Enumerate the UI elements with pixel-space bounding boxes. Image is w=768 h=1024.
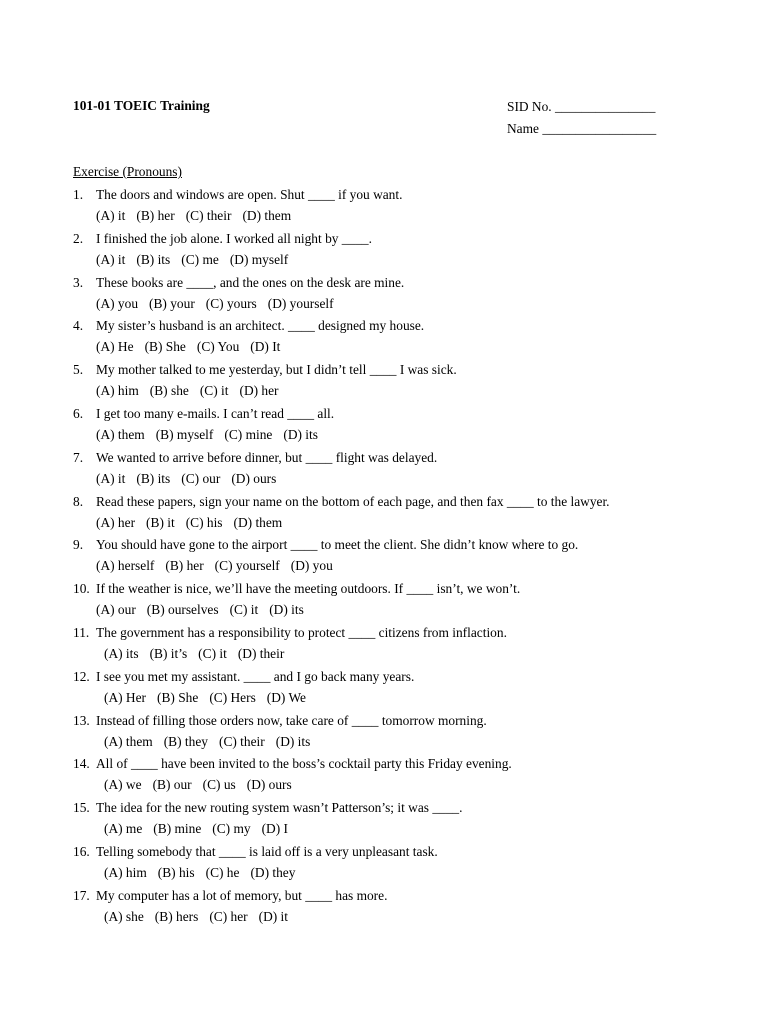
- option-a: (A) Her: [104, 689, 147, 705]
- option-d: (D) its: [275, 733, 311, 749]
- option-b: (B) its: [136, 251, 171, 267]
- option-d: (D) you: [290, 558, 333, 574]
- question-number: 10.: [73, 581, 90, 597]
- question-number: 11.: [73, 624, 90, 640]
- question-number: 3.: [73, 274, 84, 290]
- option-c: (C) he: [205, 864, 240, 880]
- option-a: (A) me: [104, 821, 143, 837]
- question-number: 12.: [73, 668, 90, 684]
- option-c: (C) it: [199, 383, 229, 399]
- option-c: (C) their: [218, 733, 265, 749]
- question-number: 16.: [73, 843, 90, 859]
- answer-options: [96, 426, 329, 443]
- option-b: (B) our: [152, 777, 192, 793]
- option-d: (D) myself: [229, 251, 289, 267]
- answer-options: [96, 470, 287, 487]
- option-d: (D) them: [233, 514, 283, 530]
- option-c: (C) us: [202, 777, 236, 793]
- question-item: [73, 361, 753, 405]
- question-stem: I see you met my assistant. ____ and I go back many years.: [96, 668, 415, 684]
- question-number: 6.: [73, 405, 84, 421]
- option-d: (D) them: [242, 208, 292, 223]
- answer-options: [96, 207, 302, 224]
- option-c: (C) their: [185, 208, 232, 223]
- answer-options: [96, 295, 345, 312]
- question-stem: You should have gone to the airport ____ to meet the client. She didn’t know where to go.: [96, 537, 579, 553]
- option-b: (B) ourselves: [146, 602, 219, 618]
- question-number: 17.: [73, 887, 90, 903]
- option-a: (A) we: [104, 777, 142, 793]
- option-b: (B) mine: [153, 821, 202, 837]
- option-b: (B) She: [144, 339, 186, 355]
- option-a: (A) him: [96, 383, 139, 399]
- question-stem: These books are ____, and the ones on the desk are mine.: [96, 274, 405, 290]
- option-b: (B) it’s: [149, 645, 188, 661]
- option-d: (D) We: [266, 689, 307, 705]
- answer-options: [104, 820, 299, 837]
- question-stem: The idea for the new routing system wasn’t Patterson’s; it was ____.: [96, 800, 463, 816]
- question-stem: My computer has a lot of memory, but ____ has more.: [96, 887, 388, 903]
- question-stem: Instead of filling those orders now, take care of ____ tomorrow morning.: [96, 712, 487, 728]
- question-item: [73, 186, 753, 230]
- option-d: (D) It: [250, 339, 281, 355]
- question-number: 4.: [73, 318, 84, 334]
- question-stem: My sister’s husband is an architect. ____ designed my house.: [96, 318, 425, 334]
- option-c: (C) her: [209, 908, 248, 924]
- answer-options: [104, 733, 321, 750]
- option-a: (A) He: [96, 339, 134, 355]
- option-a: (A) herself: [96, 558, 155, 574]
- option-a: (A) it: [96, 251, 126, 267]
- answer-options: [104, 645, 295, 662]
- option-c: (C) it: [229, 602, 259, 618]
- option-a: (A) she: [104, 908, 144, 924]
- option-b: (B) hers: [154, 908, 199, 924]
- option-c: (C) it: [198, 645, 227, 661]
- question-list: [73, 186, 753, 931]
- option-d: (D) yourself: [267, 295, 334, 311]
- option-d: (D) they: [250, 864, 296, 880]
- option-b: (B) her: [136, 208, 175, 223]
- question-item: [73, 580, 753, 624]
- option-c: (C) Hers: [209, 689, 256, 705]
- option-d: (D) I: [261, 821, 288, 837]
- option-c: (C) yours: [205, 295, 257, 311]
- option-c: (C) You: [196, 339, 240, 355]
- option-a: (A) them: [96, 426, 145, 442]
- question-item: [73, 843, 753, 887]
- question-number: 15.: [73, 800, 90, 816]
- option-a: (A) them: [104, 733, 153, 749]
- option-c: (C) my: [212, 821, 251, 837]
- option-c: (C) our: [181, 470, 221, 486]
- question-number: 5.: [73, 362, 84, 378]
- answer-options: [96, 514, 293, 531]
- question-item: [73, 799, 753, 843]
- question-stem: I get too many e-mails. I can’t read ____ all.: [96, 405, 335, 421]
- question-number: 1.: [73, 187, 84, 202]
- option-b: (B) your: [149, 295, 195, 311]
- option-a: (A) it: [96, 470, 126, 486]
- question-number: 7.: [73, 449, 84, 465]
- question-item: [73, 405, 753, 449]
- question-stem: All of ____ have been invited to the boss’s cocktail party this Friday evening.: [96, 756, 512, 772]
- question-item: [73, 230, 753, 274]
- option-c: (C) me: [181, 251, 219, 267]
- option-a: (A) you: [96, 295, 139, 311]
- option-d: (D) her: [239, 383, 279, 399]
- answer-options: [104, 776, 303, 793]
- answer-options: [96, 557, 344, 574]
- question-stem: We wanted to arrive before dinner, but ____ flight was delayed.: [96, 449, 438, 465]
- option-d: (D) ours: [231, 470, 277, 486]
- question-item: [73, 274, 753, 318]
- question-stem: My mother talked to me yesterday, but I didn’t tell ____ I was sick.: [96, 362, 457, 378]
- question-item: [73, 536, 753, 580]
- option-b: (B) myself: [155, 426, 214, 442]
- question-number: 14.: [73, 756, 90, 772]
- question-item: [73, 624, 753, 668]
- question-item: [73, 712, 753, 756]
- option-b: (B) She: [157, 689, 199, 705]
- answer-options: [96, 338, 291, 355]
- question-number: 2.: [73, 230, 84, 246]
- option-d: (D) it: [258, 908, 288, 924]
- option-d: (D) ours: [246, 777, 292, 793]
- option-a: (A) it: [96, 208, 126, 223]
- question-stem: Read these papers, sign your name on the bottom of each page, and then fax ____ to the lawyer.: [96, 493, 610, 509]
- option-b: (B) they: [163, 733, 208, 749]
- answer-options: [104, 864, 306, 881]
- option-b: (B) her: [165, 558, 204, 574]
- sid-field-label: SID No. _______________: [507, 99, 656, 114]
- option-c: (C) mine: [224, 426, 273, 442]
- option-d: (D) its: [283, 426, 318, 442]
- section-title: Exercise (Pronouns): [73, 164, 182, 179]
- question-item: [73, 887, 753, 931]
- option-d: (D) their: [237, 645, 285, 661]
- option-a: (A) our: [96, 602, 136, 618]
- question-stem: Telling somebody that ____ is laid off is a very unpleasant task.: [96, 843, 438, 859]
- question-item: [73, 493, 753, 537]
- question-stem: The doors and windows are open. Shut ____ if you want.: [96, 187, 403, 202]
- question-number: 8.: [73, 493, 84, 509]
- option-d: (D) its: [269, 602, 304, 618]
- question-stem: If the weather is nice, we’ll have the meeting outdoors. If ____ isn’t, we won’t.: [96, 581, 521, 597]
- question-stem: The government has a responsibility to protect ____ citizens from inflaction.: [96, 624, 507, 640]
- question-number: 13.: [73, 712, 90, 728]
- option-c: (C) yourself: [214, 558, 280, 574]
- name-field-label: Name _________________: [507, 121, 657, 136]
- option-b: (B) she: [149, 383, 189, 399]
- option-b: (B) it: [146, 514, 175, 530]
- answer-options: [96, 251, 299, 268]
- option-a: (A) her: [96, 514, 136, 530]
- option-b: (B) his: [157, 864, 195, 880]
- answer-options: [96, 601, 315, 618]
- option-c: (C) his: [185, 514, 223, 530]
- answer-options: [104, 689, 317, 706]
- question-number: 9.: [73, 537, 84, 553]
- answer-options: [104, 908, 299, 925]
- question-item: [73, 755, 753, 799]
- question-item: [73, 317, 753, 361]
- option-b: (B) its: [136, 470, 171, 486]
- question-item: [73, 449, 753, 493]
- question-stem: I finished the job alone. I worked all night by ____.: [96, 230, 372, 246]
- question-item: [73, 668, 753, 712]
- answer-options: [96, 382, 290, 399]
- worksheet-title: 101-01 TOEIC Training: [73, 98, 210, 113]
- option-a: (A) him: [104, 864, 147, 880]
- option-a: (A) its: [104, 645, 139, 661]
